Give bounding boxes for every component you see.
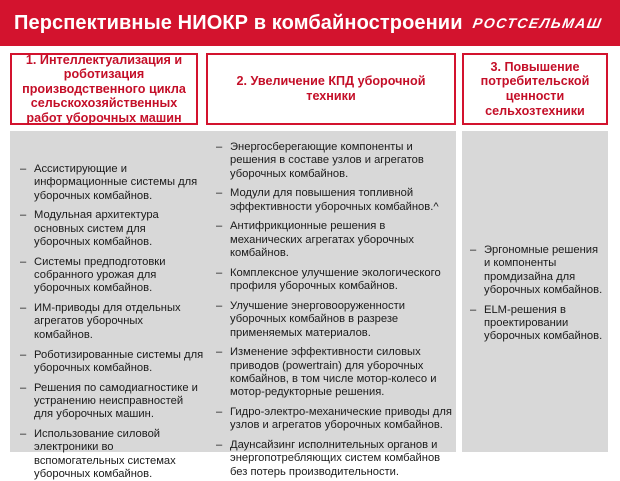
company-logo: РОСТСЕЛЬМАШ (471, 15, 604, 31)
list-item: – Антифрикционные решения в механических агрегатах уборочных комбайнов. (216, 220, 452, 260)
list-item: – Модульная архитектура основных систем для уборочных комбайнов. (20, 209, 204, 249)
list-item: – Даунсайзинг исполнительных органов и энергопотребляющих систем комбайнов без потерь производительности. (216, 439, 452, 479)
column-2-body (206, 131, 456, 478)
list-item: – Роботизированные системы для уборочных комбайнов. (20, 349, 204, 376)
list-item: – Решения по самодиагностике и устранению неисправностей для уборочных машин. (20, 382, 204, 422)
list-item: – Гидро-электро-механические приводы для узлов и агрегатов уборочных комбайнов. (216, 406, 452, 433)
list-item: – Ассистирующие и информационные системы для уборочных комбайнов. (20, 163, 204, 203)
column-2-heading: 2. Увеличение КПД уборочной техники (206, 53, 456, 125)
list-item: – Эргономные решения и компоненты промдизайна для уборочных комбайнов. (470, 244, 604, 297)
list-item: – ELM-решения в проектировании уборочных комбайнов. (470, 304, 604, 344)
list-item: – Использование силовой электроники во вспомогательных системах уборочных комбайнов. (20, 428, 204, 481)
column-2-list (216, 141, 452, 479)
page-title: Перспективные НИОКР в комбайностроении (14, 11, 463, 34)
column-1-heading: 1. Интеллектуализация и роботизация производственного цикла сельскохозяйственных работ уборочных машин (10, 53, 198, 125)
slide-header (0, 0, 620, 46)
list-item: – Улучшение энерговооруженности уборочных комбайнов в разрезе применяемых материалов. (216, 300, 452, 340)
list-item: – Комплексное улучшение экологического профиля уборочных комбайнов. (216, 267, 452, 294)
column-3-heading: 3. Повышение потребительской ценности сельхозтехники (462, 53, 608, 125)
column-1-list (20, 163, 204, 481)
list-item: – ИМ-приводы для отдельных агрегатов уборочных комбайнов. (20, 302, 204, 342)
list-item: – Энергосберегающие компоненты и решения в составе узлов и агрегатов уборочных комбайнов. (216, 141, 452, 181)
column-3-list (470, 244, 604, 344)
column-1-body (10, 131, 208, 480)
list-item: – Модули для повышения топливной эффективности уборочных комбайнов.^ (216, 187, 452, 214)
list-item: – Системы предподготовки собранного урожая для уборочных комбайнов. (20, 256, 204, 296)
column-3-body (462, 131, 608, 452)
list-item: – Изменение эффективности силовых приводов (powertrain) для уборочных комбайнов, в том числе мотор-колесо и мотор-редукторные решения. (216, 346, 452, 399)
